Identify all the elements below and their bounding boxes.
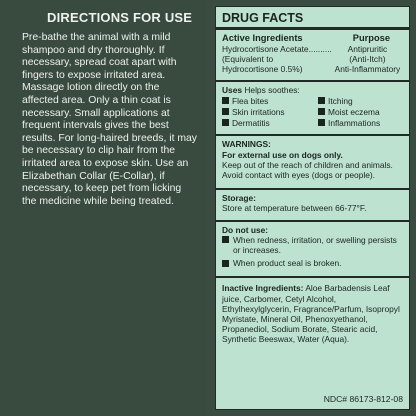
active-line-3: Hydrocortisone 0.5%) xyxy=(222,64,303,75)
list-item: Itching xyxy=(318,96,408,106)
uses-intro: Helps soothes: xyxy=(244,84,300,95)
bullet-square-icon xyxy=(222,236,229,243)
purpose-line-1: Antipruritic xyxy=(347,44,388,54)
bullet-square-icon xyxy=(318,108,325,115)
inactive-ingredients-section xyxy=(216,276,409,346)
active-line-1: Hydrocortisone Acetate.......... xyxy=(222,44,332,54)
drug-facts-area xyxy=(206,0,416,416)
directions-title: DIRECTIONS FOR USE xyxy=(47,10,193,25)
warnings-text: Keep out of the reach of children and animals. Avoid contact with eyes (dogs or people). xyxy=(222,159,393,181)
uses-label: Uses xyxy=(222,84,243,95)
bullet-square-icon xyxy=(222,119,229,126)
list-item: Moist eczema xyxy=(318,107,408,117)
inactive-text: Aloe Barbadensis Leaf juice, Carbomer, Cetyl Alcohol, Ethylhexylglycerin, Fragrance/Parfum, Isopropyl Myristate, Mineral Oil, Phenoxyethanol, Propanediol, Sodium Borate, Stearic acid, Synthetic Beeswax, Water (Aqua). xyxy=(222,283,400,345)
warnings-section xyxy=(216,134,409,182)
active-line-2: (Equivalent to xyxy=(222,54,274,65)
drug-facts-panel xyxy=(215,6,410,410)
bullet-square-icon xyxy=(318,97,325,104)
active-ingredients-header: Active Ingredients xyxy=(222,33,303,43)
bullet-square-icon xyxy=(222,108,229,115)
active-ingredients-section xyxy=(216,30,409,77)
bullet-square-icon xyxy=(222,260,229,267)
list-item: When product seal is broken. xyxy=(222,258,403,268)
storage-text: Store at temperature between 66-77°F. xyxy=(222,203,367,214)
purpose-line-2: (Anti-Itch) xyxy=(349,54,386,65)
list-item: Skin irritations xyxy=(222,107,318,117)
bullet-square-icon xyxy=(222,97,229,104)
uses-section xyxy=(216,80,409,131)
inactive-label: Inactive Ingredients: xyxy=(222,283,304,294)
list-item: Inflammations xyxy=(318,118,408,128)
storage-title: Storage: xyxy=(222,193,256,204)
storage-section xyxy=(216,188,409,215)
purpose-header: Purpose xyxy=(352,33,390,43)
drug-facts-title: DRUG FACTS xyxy=(216,7,409,30)
ndc-number: NDC# 86173-812-08 xyxy=(323,394,403,404)
list-item: Dermatitis xyxy=(222,118,318,128)
directions-body: Pre-bathe the animal with a mild shampoo and dry thoroughly. If necessary, spread coat apart with fingers to expose irritated area. Massage lotion directly on the affected area. Only a thin coat is necessary. Small applications at frequent intervals gives the best results. For long-haired breeds, it may be necessary to clip hair from the irritated area to expose skin. Use an Elizabethan Collar (E-Collar), if necessary, to keep pet from licking the medicine while being treated. xyxy=(22,32,197,207)
do-not-use-title: Do not use: xyxy=(222,224,269,235)
warnings-bold: For external use on dogs only. xyxy=(222,149,343,160)
do-not-use-section xyxy=(216,220,409,271)
uses-list xyxy=(222,96,403,129)
purpose-line-3: Anti-Inflammatory xyxy=(334,64,401,75)
warnings-title: WARNINGS: xyxy=(222,139,271,150)
directions-panel xyxy=(0,0,206,416)
list-item: Flea bites xyxy=(222,96,318,106)
bullet-square-icon xyxy=(318,119,325,126)
list-item: When redness, irritation, or swelling persists or increases. xyxy=(222,235,403,255)
